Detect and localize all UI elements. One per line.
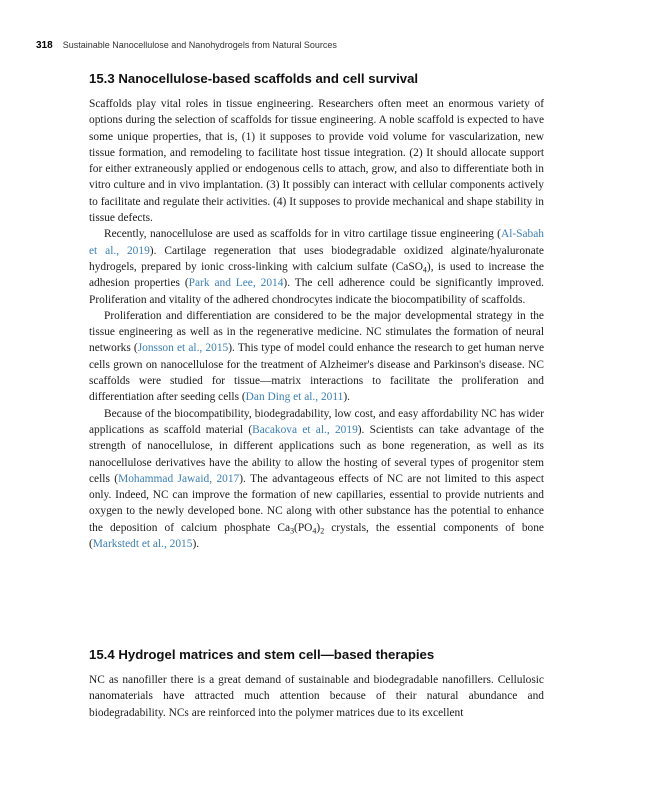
paragraph-1: NC as nanofiller there is a great demand of sustainable and biodegradable nanofillers. Cellulosic nanomaterials have attracted much attention because of their natural abundance and biodegradability. NCs are reinforced into the polymer matrices due to its excellent <box>89 674 544 719</box>
text: (PO <box>294 521 313 534</box>
section-body-15-3 <box>89 96 544 552</box>
subscript: 3 <box>290 526 295 536</box>
section-heading-15-3: 15.3 Nanocellulose-based scaffolds and cell survival <box>89 71 419 86</box>
paragraph-2 <box>89 226 544 307</box>
text: ). <box>192 538 200 551</box>
citation-link[interactable]: Markstedt et al., 2015 <box>92 538 193 551</box>
text: ). Scientists can take advantage of the strength of nanocellulose, in different applications such as bone regeneration, as well as its nanocellulose derivatives have the ability to allow the hosting of several types of progenitor stem cells ( <box>89 423 544 485</box>
section-heading-15-4: 15.4 Hydrogel matrices and stem cell—based therapies <box>89 647 435 662</box>
citation-link[interactable]: Al-Sabah et al., 2019 <box>89 228 544 257</box>
citation-link[interactable]: Dan Ding et al., 2011 <box>245 391 344 404</box>
citation-link[interactable]: Mohammad Jawaid, 2017 <box>118 472 240 485</box>
subscript: 2 <box>320 526 325 536</box>
paragraph-4 <box>89 406 544 553</box>
running-header <box>36 40 337 51</box>
text: ). The cell adherence could be significantly improved. Proliferation and vitality of the adhered chondrocytes indicate the biocompatibility of scaffolds. <box>89 277 544 306</box>
text: ). The advantageous effects of NC are not limited to this aspect only. Indeed, NC can improve the formation of new capillaries, essential to provide nutrients and oxygen to the newly developed bone. NC along with other substance has the potential to enhance the deposition of calcium phosphate Ca <box>89 472 544 534</box>
text: crystals, the essential components of bone ( <box>89 521 544 551</box>
text: ). Cartilage regeneration that uses biodegradable oxidized alginate/hyaluronate hydrogels, prepared by ionic cross-linking with calcium sulfate (CaSO <box>89 244 544 273</box>
text: Recently, nanocellulose are used as scaffolds for in vitro cartilage tissue engineering ( <box>104 228 501 241</box>
paragraph-1: Scaffolds play vital roles in tissue engineering. Researchers often meet an enormous variety of options during the selection of scaffolds for tissue engineering. A noble scaffold is expected to have some unique properties, that is, (1) it supposes to provide void volume for vascularization, new tissue formation, and remodeling to facilitate host tissue integration. (2) It should allocate support for either extraneously applied or endogenous cells to attach, grow, and also to differentiate both in vitro culture and in vivo implantation. (3) It possibly can interact with cellular components actively to facilitate and regulate their activities. (4) It supposes to provide mechanical and shape stability in tissue defects. <box>89 98 544 225</box>
section-body-15-4 <box>89 672 544 721</box>
text: ). This type of model could enhance the research to get human nerve cells grown on nanocellulose for the treatment of Alzheimer's disease and Parkinson's disease. NC scaffolds were studied for tissue—matrix interactions to facilitate the proliferation and differentiation after seeding cells ( <box>89 342 544 404</box>
page-number: 318 <box>36 40 53 51</box>
book-title: Sustainable Nanocellulose and Nanohydrogels from Natural Sources <box>62 40 337 50</box>
subscript: 4 <box>422 265 427 275</box>
text: ), is used to increase the adhesion properties ( <box>89 260 544 290</box>
text: ) <box>316 521 321 534</box>
paragraph-3 <box>89 308 544 406</box>
citation-link[interactable]: Jonsson et al., 2015 <box>137 342 229 355</box>
citation-link[interactable]: Bacakova et al., 2019 <box>252 423 358 436</box>
text: ). <box>343 391 350 404</box>
citation-link[interactable]: Park and Lee, 2014 <box>188 277 284 290</box>
text: Proliferation and differentiation are considered to be the major developmental strategy in the tissue engineering as well as in the regenerative medicine. NC stimulates the formation of neural networks ( <box>89 309 544 355</box>
text: Because of the biocompatibility, biodegradability, low cost, and easy affordability NC has wider applications as scaffold material ( <box>89 407 544 436</box>
subscript: 4 <box>312 526 317 536</box>
